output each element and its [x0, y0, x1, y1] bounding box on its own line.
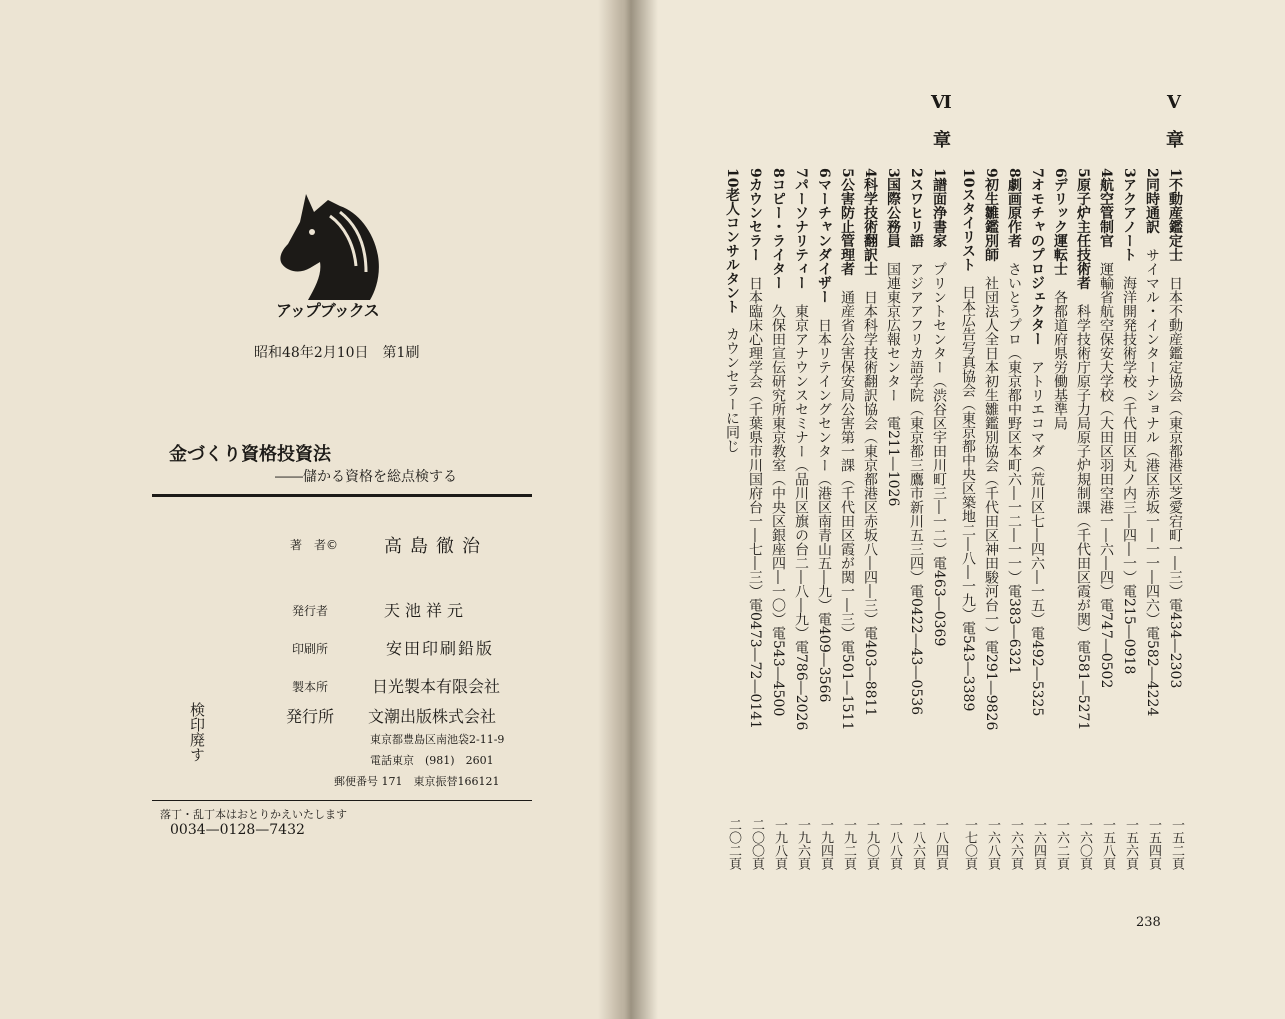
seal-note: 検印廃す — [188, 702, 206, 762]
chapter-6-suffix: 章 — [933, 130, 951, 151]
chapter-5-suffix: 章 — [1166, 130, 1184, 151]
toc-entry[interactable]: 5公害防止管理者 通産省公害保安局公害第一課（千代田区霞が関一―三）電501―1511 — [839, 168, 855, 731]
toc-page-ref: 一八八頁 — [887, 818, 902, 870]
toc-page-ref: 一九二頁 — [841, 818, 856, 870]
binder-name: 日光製本有限会社 — [372, 677, 501, 696]
toc-page-ref: 一八四頁 — [933, 818, 948, 870]
author-label: 著 者© — [290, 538, 339, 552]
divider — [152, 494, 532, 497]
toc-entry[interactable]: 9初生雛鑑別師 社団法人全日本初生雛鑑別協会（千代田区神田駿河台一）電291―9826 — [983, 168, 999, 731]
toc-entry[interactable]: 10スタイリスト 日本広告写真協会（東京都中央区築地二―八―一九）電543―3389 — [960, 168, 976, 712]
publisher-label: 発行所 — [286, 707, 335, 726]
page-number: 238 — [1136, 915, 1161, 930]
toc-page-ref: 一五二頁 — [1169, 818, 1184, 870]
binder-label: 製本所 — [292, 680, 329, 694]
toc-page-ref: 一六八頁 — [985, 818, 1000, 870]
colophon-page — [0, 0, 622, 1019]
chapter-5-numeral: Ⅴ — [1167, 92, 1181, 113]
author-name: 高島徹治 — [384, 536, 488, 557]
toc-page-ref: 一九八頁 — [772, 818, 787, 870]
publisher-person-label: 発行者 — [292, 604, 329, 618]
toc-page-ref: 一八六頁 — [910, 818, 925, 870]
toc-page-ref: 一五六頁 — [1123, 818, 1138, 870]
replacement-notice: 落丁・乱丁本はおとりかえいたします — [160, 808, 347, 821]
toc-entry[interactable]: 1譜面浄書家 プリントセンター（渋谷区宇田川町三―一二）電463―0369 — [931, 168, 947, 647]
toc-page-ref: 一六〇頁 — [1077, 818, 1092, 870]
toc-entry[interactable]: 5原子炉主任技術者 科学技術庁原子力局原子炉規制課（千代田区霞が関）電581―5271 — [1075, 168, 1091, 731]
toc-entry[interactable]: 7パーソナリティー 東京アナウンスセミナー（品川区旗の台二―八―九）電786―2026 — [793, 168, 809, 731]
publisher-address: 東京都豊島区南池袋2-11-9 — [370, 733, 505, 746]
toc-page-ref: 一六四頁 — [1031, 818, 1046, 870]
toc-entry[interactable]: 6デリック運転士 各都道府県労働基準局 — [1052, 168, 1068, 430]
toc-entry[interactable]: 1不動産鑑定士 日本不動産鑑定協会（東京都港区芝愛宕町一―三）電434―2303 — [1167, 168, 1183, 689]
book-subtitle: ――儲かる資格を総点検する — [275, 469, 457, 485]
toc-entry[interactable]: 2同時通訳 サイマル・インターナショナル（港区赤坂一―一一―四六）電582―4224 — [1144, 168, 1160, 717]
printer-name: 安田印刷鉛版 — [386, 639, 495, 658]
toc-page-ref: 一九六頁 — [795, 818, 810, 870]
toc-page-ref: 二〇〇頁 — [749, 818, 764, 870]
toc-page-ref: 一五四頁 — [1146, 818, 1161, 870]
toc-entry[interactable]: 2スワヒリ語 アジアアフリカ語学院（東京都三鷹市新川五三四）電0422―43―0536 — [908, 168, 924, 715]
toc-page-ref: 一六二頁 — [1054, 818, 1069, 870]
toc-page-ref: 一九四頁 — [818, 818, 833, 870]
publisher-postal: 郵便番号 171 東京振替166121 — [334, 775, 500, 788]
toc-entry[interactable]: 4科学技術翻訳士 日本科学技術翻訳協会（東京都港区赤坂八―四―三）電403―8811 — [862, 168, 878, 717]
toc-entry[interactable]: 3アクアノート 海洋開発技術学校（千代田区丸ノ内三―四―一）電215―0918 — [1121, 168, 1137, 675]
chapter-6-numeral: Ⅵ — [931, 92, 952, 113]
book-gutter — [598, 0, 658, 1019]
divider — [152, 800, 532, 801]
toc-page-ref: 二〇二頁 — [726, 818, 741, 870]
toc-page-ref: 一九〇頁 — [864, 818, 879, 870]
toc-entry[interactable]: 6マーチャンダイザー 日本リテイングセンター（港区南青山五―九）電409―3566 — [816, 168, 832, 703]
contents-page — [622, 0, 1285, 1019]
toc-entry[interactable]: 10老人コンサルタント カウンセラーに同じ — [724, 168, 740, 454]
printer-label: 印刷所 — [292, 642, 329, 656]
toc-page-ref: 一六六頁 — [1008, 818, 1023, 870]
toc-entry[interactable]: 8コピー・ライター 久保田宣伝研究所東京教室（中央区銀座四―一〇）電543―4500 — [770, 168, 786, 717]
toc-entry[interactable]: 4航空管制官 運輸省航空保安大学校（大田区羽田空港一―六―四）電747―0502 — [1098, 168, 1114, 689]
toc-page-ref: 一七〇頁 — [962, 818, 977, 870]
toc-entry[interactable]: 7オモチャのプロジェクター アトリエコマダ（荒川区七―四六―一五）電492―5325 — [1029, 168, 1045, 717]
toc-page-ref: 一五八頁 — [1100, 818, 1115, 870]
publisher-phone: 電話東京 (981) 2601 — [370, 754, 494, 767]
catalog-code: 0034—0128—7432 — [170, 822, 305, 838]
toc-entry[interactable]: 3国際公務員 国連東京広報センター 電211―1026 — [885, 168, 901, 507]
publication-date: 昭和48年2月10日 第1刷 — [254, 345, 420, 361]
publisher-name: 文潮出版株式会社 — [368, 707, 497, 726]
toc-entry[interactable]: 8劇画原作者 さいとうプロ（東京都中野区本町六―一二―一一）電383―6321 — [1006, 168, 1022, 675]
publisher-person: 天池祥元 — [384, 601, 469, 620]
toc-entry[interactable]: 9カウンセラー 日本臨床心理学会（千葉県市川国府台一―七―三）電0473―72―0141 — [747, 168, 763, 729]
book-title: 金づくり資格投資法 — [169, 444, 331, 465]
logo-wordmark: アップブックス — [276, 301, 379, 320]
